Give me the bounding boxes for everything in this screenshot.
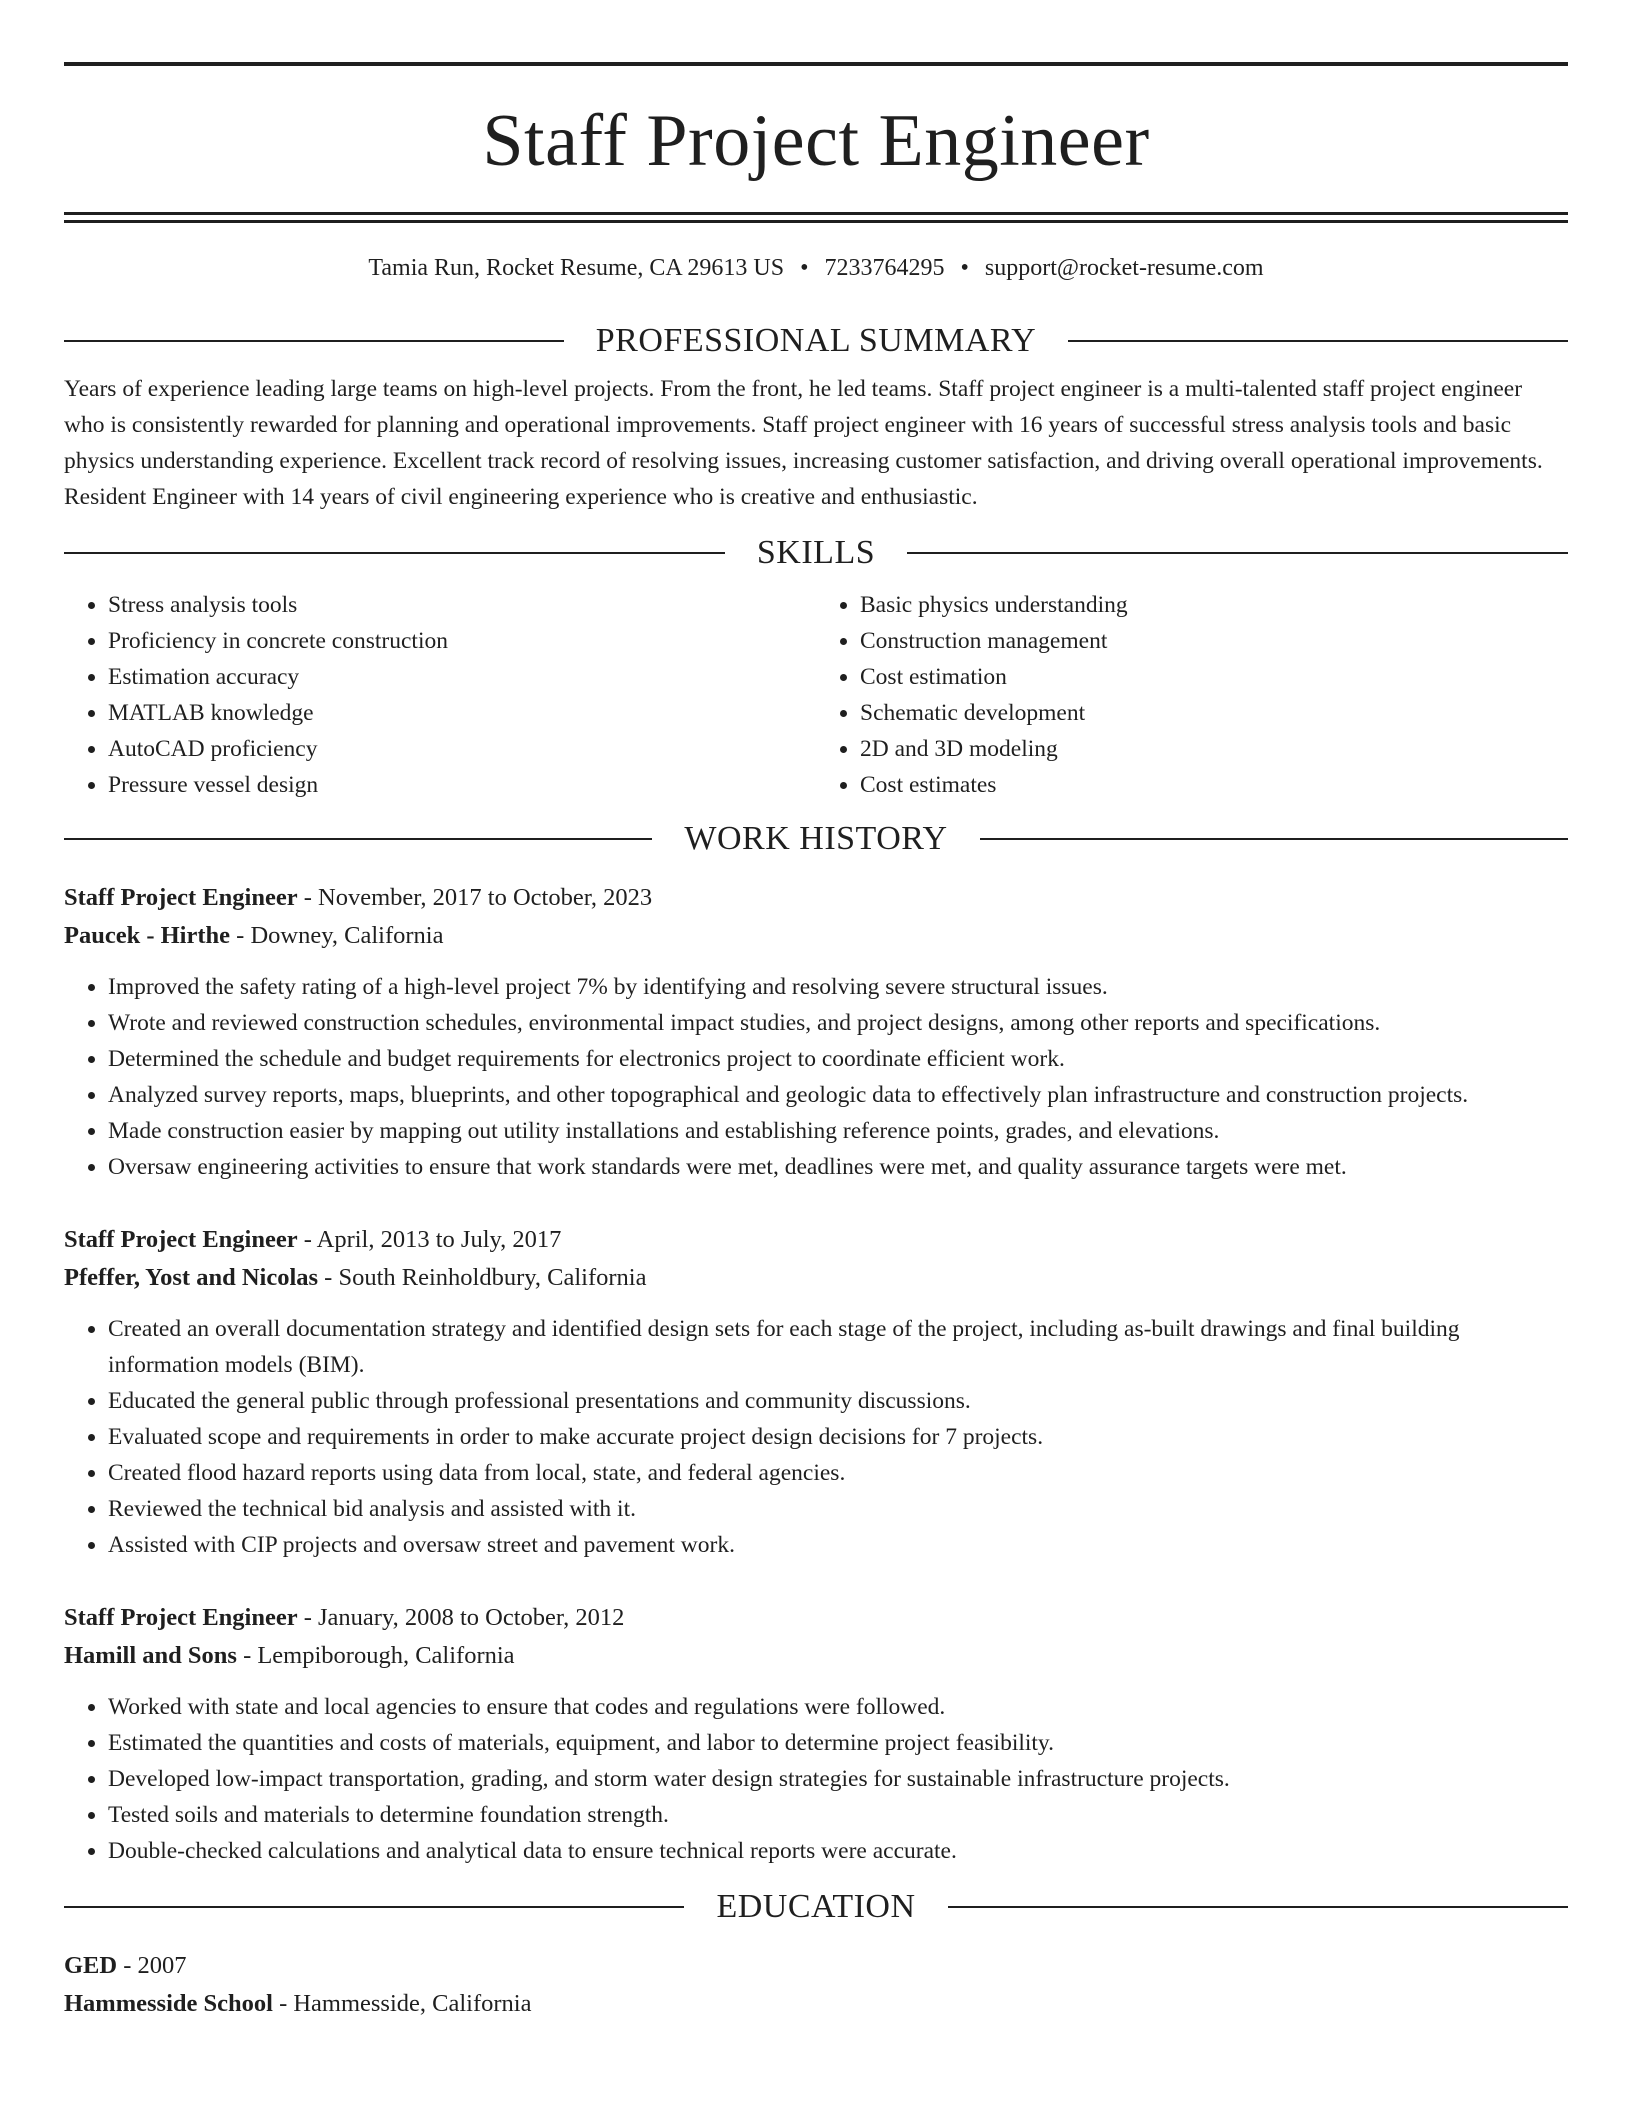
education-degree-line: [64, 1947, 1568, 1985]
job-entry: [64, 1599, 1568, 1869]
skill-item: • Basic physics understanding: [860, 587, 1568, 623]
page-title: Staff Project Engineer: [482, 100, 1150, 182]
skills-column-right: [816, 587, 1568, 803]
job-company-line: [64, 1259, 1568, 1297]
skills-heading-label: SKILLS: [756, 534, 876, 571]
heading-rule-right: [907, 552, 1568, 554]
job-bullet: • Reviewed the technical bid analysis and assisted with it.: [108, 1491, 1568, 1527]
job-bullet: • Improved the safety rating of a high-level project 7% by identifying and resolving severe structural issues.: [108, 969, 1568, 1005]
heading-rule-left: [64, 838, 652, 840]
heading-rule-left: [64, 552, 725, 554]
heading-rule-right: [948, 1906, 1568, 1908]
job-title: Staff Project Engineer: [64, 1226, 298, 1253]
job-entry: [64, 1221, 1568, 1563]
job-bullet: • Determined the schedule and budget requirements for electronics project to coordinate efficient work.: [108, 1041, 1568, 1077]
work-heading: [64, 819, 1568, 859]
education-location: - Hammesside, California: [272, 1990, 532, 2017]
job-company: Paucek - Hirthe: [64, 922, 231, 949]
summary-heading-label: PROFESSIONAL SUMMARY: [595, 322, 1037, 359]
job-title: Staff Project Engineer: [64, 1604, 298, 1631]
skill-item: • Pressure vessel design: [108, 767, 816, 803]
job-company: Pfeffer, Yost and Nicolas: [64, 1264, 319, 1291]
job-title: Staff Project Engineer: [64, 884, 298, 911]
skill-item: • MATLAB knowledge: [108, 695, 816, 731]
skill-item: • AutoCAD proficiency: [108, 731, 816, 767]
job-location: - South Reinholdbury, California: [318, 1264, 647, 1291]
education-school: Hammesside School: [64, 1990, 273, 2017]
resume-page: [64, 62, 1568, 2023]
job-bullet: • Developed low-impact transportation, grading, and storm water design strategies for sustainable infrastructure projects.: [108, 1761, 1568, 1797]
heading-rule-right: [980, 838, 1568, 840]
job-dates: - April, 2013 to July, 2017: [297, 1226, 562, 1253]
job-bullet: • Assisted with CIP projects and oversaw street and pavement work.: [108, 1527, 1568, 1563]
skills-column-left: [64, 587, 816, 803]
skill-item: • Stress analysis tools: [108, 587, 816, 623]
job-bullet: • Evaluated scope and requirements in order to make accurate project design decisions for 7 projects.: [108, 1419, 1568, 1455]
skill-item: • Construction management: [860, 623, 1568, 659]
education-degree: GED: [64, 1952, 118, 1979]
job-dates: - January, 2008 to October, 2012: [297, 1604, 625, 1631]
skill-item: • Schematic development: [860, 695, 1568, 731]
job-bullet: • Wrote and reviewed construction schedules, environmental impact studies, and project designs, among other reports and specifications.: [108, 1005, 1568, 1041]
education-entry: [64, 1947, 1568, 2023]
job-bullet: • Estimated the quantities and costs of materials, equipment, and labor to determine project feasibility.: [108, 1725, 1568, 1761]
job-bullet: • Analyzed survey reports, maps, blueprints, and other topographical and geologic data to effectively plan infrastructure and construction projects.: [108, 1077, 1568, 1113]
job-bullet: • Tested soils and materials to determine foundation strength.: [108, 1797, 1568, 1833]
summary-text: Years of experience leading large teams on high-level projects. From the front, he led teams. Staff project engineer is a multi-talented staff project engineer who is consistently rewarded for planning and operational improvements. Staff project engineer with 16 years of successful stress analysis tools and basic physics understanding experience. Excellent track record of resolving issues, increasing customer satisfaction, and driving overall operational improvements. Resident Engineer with 14 years of civil engineering experience who is creative and enthusiastic.: [64, 376, 1543, 510]
job-bullets: [64, 969, 1568, 1185]
education-heading-label: EDUCATION: [716, 1888, 916, 1925]
contact-line: [64, 253, 1568, 283]
skills-heading: [64, 533, 1568, 573]
job-bullet: • Made construction easier by mapping out utility installations and establishing reference points, grades, and elevations.: [108, 1113, 1568, 1149]
top-rule: [64, 62, 1568, 66]
contact-separator: •: [800, 255, 809, 281]
job-bullets: [64, 1689, 1568, 1869]
job-title-line: [64, 1599, 1568, 1637]
job-dates: - November, 2017 to October, 2023: [297, 884, 653, 911]
skill-item: • Estimation accuracy: [108, 659, 816, 695]
work-heading-label: WORK HISTORY: [684, 820, 948, 857]
education-school-line: [64, 1985, 1568, 2023]
summary-heading: [64, 321, 1568, 361]
job-entry: [64, 879, 1568, 1185]
skill-item: • Cost estimates: [860, 767, 1568, 803]
heading-rule-right: [1068, 340, 1568, 342]
job-company: Hamill and Sons: [64, 1642, 237, 1669]
skill-item: • Cost estimation: [860, 659, 1568, 695]
skill-item: • 2D and 3D modeling: [860, 731, 1568, 767]
education-year: - 2007: [117, 1952, 187, 1979]
title-double-rule: [64, 212, 1568, 215]
contact-address: Tamia Run, Rocket Resume, CA 29613 US: [368, 255, 785, 281]
skills-list: [64, 587, 1568, 803]
job-location: - Downey, California: [230, 922, 444, 949]
job-bullet: • Double-checked calculations and analytical data to ensure technical reports were accurate.: [108, 1833, 1568, 1869]
contact-phone: 7233764295: [824, 255, 945, 281]
education-heading: [64, 1887, 1568, 1927]
job-bullet: • Created flood hazard reports using data from local, state, and federal agencies.: [108, 1455, 1568, 1491]
job-company-line: [64, 917, 1568, 955]
job-location: - Lempiborough, California: [236, 1642, 515, 1669]
contact-email: support@rocket-resume.com: [984, 255, 1264, 281]
skill-item: • Proficiency in concrete construction: [108, 623, 816, 659]
job-bullet: • Worked with state and local agencies to ensure that codes and regulations were followed.: [108, 1689, 1568, 1725]
heading-rule-left: [64, 340, 564, 342]
job-title-line: [64, 879, 1568, 917]
job-bullets: [64, 1311, 1568, 1563]
job-bullet: • Educated the general public through professional presentations and community discussions.: [108, 1383, 1568, 1419]
job-title-line: [64, 1221, 1568, 1259]
job-bullet: • Created an overall documentation strategy and identified design sets for each stage of the project, including as-built drawings and final building information models (BIM).: [108, 1311, 1568, 1383]
contact-separator: •: [960, 255, 969, 281]
job-company-line: [64, 1637, 1568, 1675]
heading-rule-left: [64, 1906, 684, 1908]
job-bullet: • Oversaw engineering activities to ensure that work standards were met, deadlines were met, and quality assurance targets were met.: [108, 1149, 1568, 1185]
